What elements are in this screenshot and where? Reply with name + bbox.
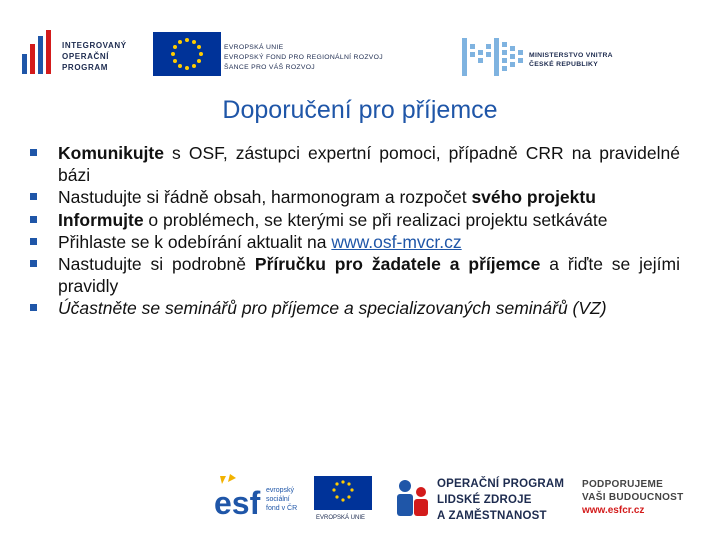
ministry-line: MINISTERSTVO VNITRA [529,52,613,59]
esf-small-line: sociální [266,496,290,503]
bullet-italic-text: Účastněte se seminářů pro příjemce a specializovaných seminářů (VZ) [58,298,607,319]
esfcr-line: VAŠI BUDOUCNOST [582,492,684,503]
iop-logo [22,30,148,76]
slide-title: Doporučení pro příjemce [222,96,498,124]
list-item [30,253,680,297]
iop-line: PROGRAM [62,63,108,72]
recommendation-list [30,142,680,320]
oplzz-line: LIDSKÉ ZDROJE [437,494,532,506]
bullet-square-icon [30,193,37,200]
ministry-logo-icon [462,36,524,78]
eu-text [224,43,383,73]
bullet-text: Nastudujte si řádně obsah, harmonogram a rozpočet [58,187,472,208]
list-item [30,297,680,319]
bullet-bold-text: Informujte [58,209,144,230]
esf-word: esf [214,485,261,520]
esfcr-url-link[interactable]: www.esfcr.cz [582,505,645,516]
iop-bars-icon [22,30,58,76]
esfcr-banner [582,478,712,522]
esfcr-line: PODPORUJEME [582,479,664,490]
oplzz-line: A ZAMĚSTNANOST [437,510,547,522]
eu-flag-icon [153,32,221,76]
iop-text [62,40,127,73]
bullet-text: o problémech, se kterými se při realizaci projektu setkáváte [143,209,608,230]
eu-line: EVROPSKÝ FOND PRO REGIONÁLNÍ ROZVOJ [224,54,383,61]
people-icon [393,476,433,520]
oplzz-text [437,476,564,524]
oplzz-logo [393,472,583,524]
iop-line: OPERAČNÍ [62,52,110,61]
header-logos [0,0,720,92]
bullet-text: s OSF, zástupci expertní pomoci, případně CRR na pravidelné bázi [58,143,680,186]
esf-small-line: fond v ČR [266,505,298,512]
bullet-bold-text: svého projektu [471,187,596,208]
oplzz-line: OPERAČNÍ PROGRAM [437,478,565,490]
bullet-text: Přihlaste se k odebírání aktualit na [58,231,332,252]
eu-line: ŠANCE PRO VÁŠ ROZVOJ [224,64,315,71]
list-item [30,231,680,253]
bullet-square-icon [30,260,37,267]
bullet-square-icon [30,216,37,223]
esf-eu-text: EVROPSKÁ UNIE [316,515,366,520]
bullet-square-icon [30,149,37,156]
list-item [30,186,680,208]
ministry-text [529,51,613,69]
bullet-square-icon [30,304,37,311]
bullet-text: a řiďte se jejími pravidly [58,254,681,297]
osf-website-link[interactable]: www.osf-mvcr.cz [331,231,462,252]
iop-line: INTEGROVANÝ [62,41,127,50]
bullet-bold-text: Příručku pro žadatele a příjemce [254,254,541,275]
list-item [30,142,680,186]
eu-line: EVROPSKÁ UNIE [224,44,284,51]
bullet-text: Nastudujte si podrobně [58,254,255,275]
bullet-bold-text: Komunikujte [58,143,164,163]
esf-small-line: evropský [266,487,295,494]
esf-logo [210,472,375,520]
list-item [30,209,680,231]
bullet-square-icon [30,238,37,245]
ministry-line: ČESKÉ REPUBLIKY [529,61,599,68]
